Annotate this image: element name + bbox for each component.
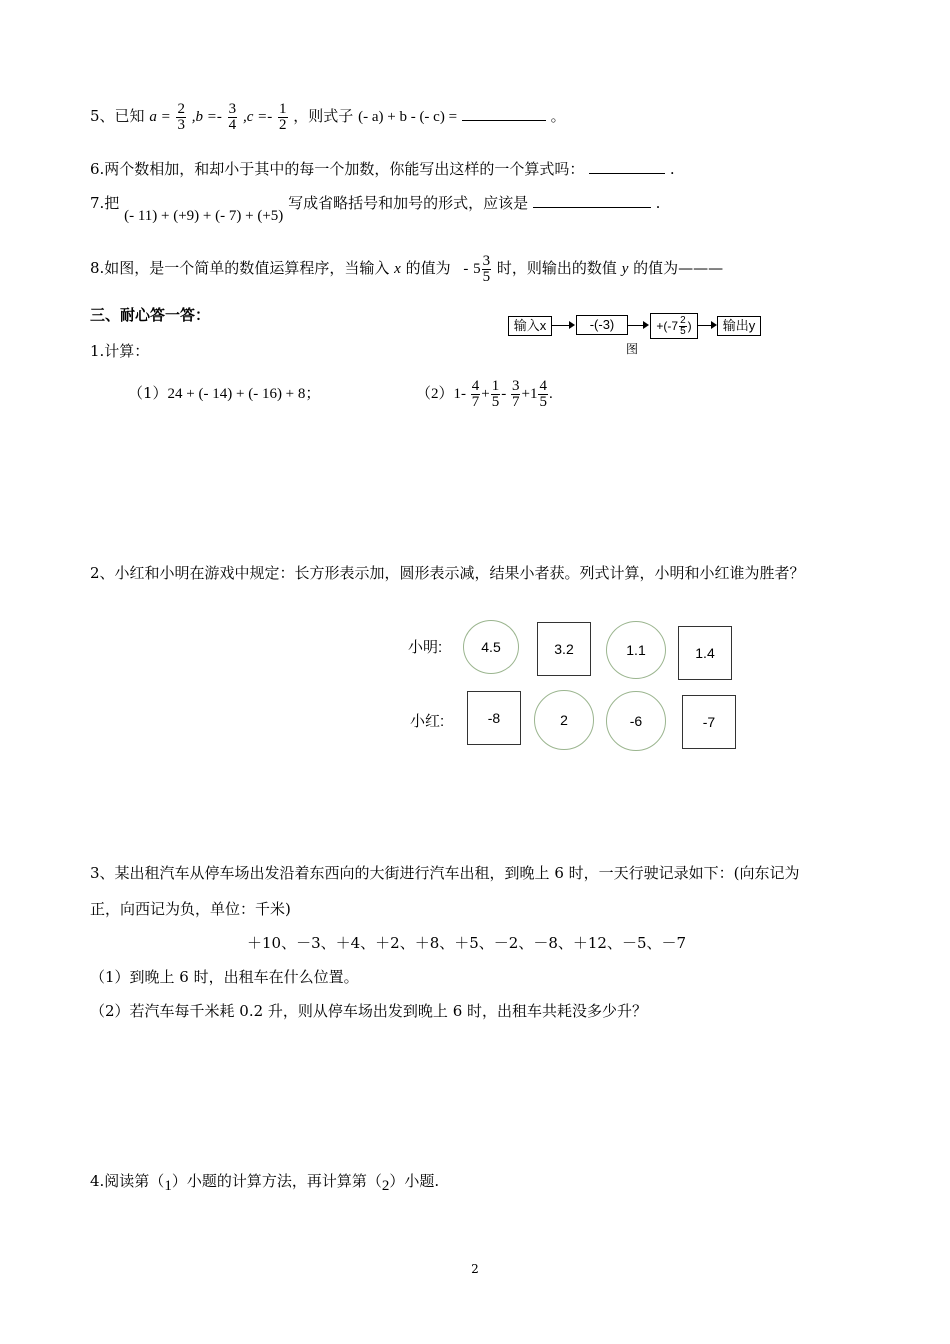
flow-add-prefix: +(-7 bbox=[656, 319, 679, 333]
q8-fraction: $\frac{3}{5}$ bbox=[482, 252, 491, 285]
q5-expression: (- a) + b - (- c) = bbox=[358, 109, 458, 125]
q8-prefix: 8.如图，是一个简单的数值运算程序，当输入 bbox=[90, 259, 390, 277]
p1b-frac-3: $\frac{3}{7}$ bbox=[511, 378, 520, 411]
q7-expression: (- 11) + (+9) + (- 7) + (+5) bbox=[124, 208, 284, 224]
q5-fraction-c: $\frac{1}{2}$ bbox=[279, 100, 287, 133]
xiaohong-label: 小红: bbox=[410, 713, 445, 730]
p1b-frac-1: $\frac{4}{7}$ bbox=[471, 378, 480, 411]
q5-end: 。 bbox=[550, 107, 566, 125]
flow-add-fraction: $\frac{2}{5}$ bbox=[680, 314, 686, 337]
question-6 bbox=[90, 158, 675, 179]
q7-answer-blank bbox=[533, 193, 651, 208]
p1b-one: 1- bbox=[453, 386, 467, 402]
flow-arrow-3 bbox=[697, 325, 715, 326]
p1b-end: . bbox=[548, 386, 553, 402]
p1b-op-3: +1 bbox=[521, 386, 538, 402]
section-3-heading: 三、耐心答一答： bbox=[90, 306, 211, 324]
flow-arrow-1 bbox=[551, 325, 573, 326]
p1b-frac-2: $\frac{1}{5}$ bbox=[491, 378, 500, 411]
q5-var-a: a = bbox=[149, 109, 171, 125]
problem-1-part-b bbox=[416, 372, 553, 416]
q8-whole: 5 bbox=[473, 261, 481, 277]
p1b-frac-4: $\frac{4}{5}$ bbox=[539, 378, 547, 411]
question-7 bbox=[90, 192, 661, 224]
xiaoming-square-2: 1.4 bbox=[678, 626, 732, 680]
q8-minus: - bbox=[463, 261, 469, 277]
flow-arrow-2 bbox=[627, 325, 647, 326]
xiaoming-circle-1: 4.5 bbox=[463, 620, 519, 674]
q5-answer-blank bbox=[462, 106, 546, 121]
p1b-op-2: - bbox=[501, 386, 507, 402]
p1a-label: （1） bbox=[128, 384, 168, 402]
xiaoming-circle-2: 1.1 bbox=[606, 621, 666, 679]
problem-3-question-2: （2）若汽车每千米耗 0.2 升，则从停车场出发到晚上 6 时，出租车共耗没多少升？ bbox=[90, 1002, 648, 1020]
q6-end: . bbox=[669, 160, 675, 178]
q6-answer-blank bbox=[589, 159, 665, 174]
problem-1-part-a bbox=[128, 382, 320, 403]
xiaoming-label: 小明: bbox=[408, 639, 443, 656]
problem-4 bbox=[90, 1170, 440, 1194]
p1a-expression: 24 + (- 14) + (- 16) + 8 bbox=[167, 386, 306, 402]
p1a-end: ； bbox=[305, 384, 321, 402]
q5-fraction-a: $\frac{2}{3}$ bbox=[177, 100, 185, 133]
question-5 bbox=[90, 98, 566, 135]
p4-part-a: 4.阅读第（ bbox=[90, 1172, 165, 1190]
p4-part-b: ）小题的计算方法，再计算第（ bbox=[171, 1172, 382, 1190]
q7-suffix: 写成省略括号和加号的形式，应该是 bbox=[288, 194, 529, 212]
q5-fraction-b: $\frac{3}{4}$ bbox=[228, 100, 237, 133]
q8-var-x: x bbox=[394, 261, 401, 277]
question-8 bbox=[90, 248, 723, 289]
q8-mid: 的值为 bbox=[405, 259, 451, 277]
xiaohong-square-2: -7 bbox=[682, 695, 736, 749]
xiaoming-square-1: 3.2 bbox=[537, 622, 591, 676]
q5-var-c: ,c =- bbox=[242, 109, 273, 125]
page-number: 2 bbox=[471, 1262, 479, 1276]
q8-end: 的值为——— bbox=[633, 259, 724, 277]
flow-sub-box: -(-3) bbox=[576, 315, 628, 335]
q5-middle: ，则式子 bbox=[293, 107, 354, 125]
problem-3-line-2: 正，向西记为负，单位：千米) bbox=[90, 900, 291, 918]
p4-number-2: 2 bbox=[381, 1178, 390, 1194]
xiaohong-circle-2: -6 bbox=[606, 691, 666, 751]
problem-3-line-1: 3、某出租汽车从停车场出发沿着东西向的大街进行汽车出租，到晚上 6 时，一天行驶记录如下：(向东记为 bbox=[90, 864, 800, 882]
q6-text: 6.两个数相加，和却小于其中的每一个加数，你能写出这样的一个算式吗： bbox=[90, 160, 585, 178]
q8-var-y: y bbox=[621, 261, 629, 277]
q7-end: . bbox=[655, 194, 661, 212]
q5-prefix: 5、已知 bbox=[90, 107, 145, 125]
problem-3-question-1: （1）到晚上 6 时，出租车在什么位置。 bbox=[90, 968, 359, 986]
flow-caption: 图 bbox=[626, 342, 639, 356]
problem-3-records: ＋10、－3、＋4、＋2、＋8、＋5、－2、－8、＋12、－5、－7 bbox=[247, 934, 687, 952]
flow-input-box: 输入x bbox=[508, 316, 552, 336]
flow-output-box: 输出y bbox=[717, 316, 761, 336]
p1b-op-1: + bbox=[481, 386, 490, 402]
q7-prefix: 7.把 bbox=[90, 194, 120, 212]
problem-1-title: 1.计算： bbox=[90, 342, 150, 360]
p4-number-1: 1 bbox=[164, 1178, 172, 1194]
xiaohong-square-1: -8 bbox=[467, 691, 521, 745]
p1b-label: （2） bbox=[416, 386, 454, 402]
flow-add-box bbox=[650, 313, 698, 339]
q8-after: 时，则输出的数值 bbox=[496, 259, 617, 277]
p4-part-c: ）小题. bbox=[389, 1172, 440, 1190]
xiaohong-circle-1: 2 bbox=[534, 690, 594, 750]
q5-var-b: ,b =- bbox=[191, 109, 222, 125]
flow-add-suffix: ) bbox=[687, 319, 692, 333]
problem-2-text: 2、小红和小明在游戏中规定：长方形表示加，圆形表示减，结果小者获。列式计算，小明和小红谁为胜者？ bbox=[90, 564, 805, 582]
